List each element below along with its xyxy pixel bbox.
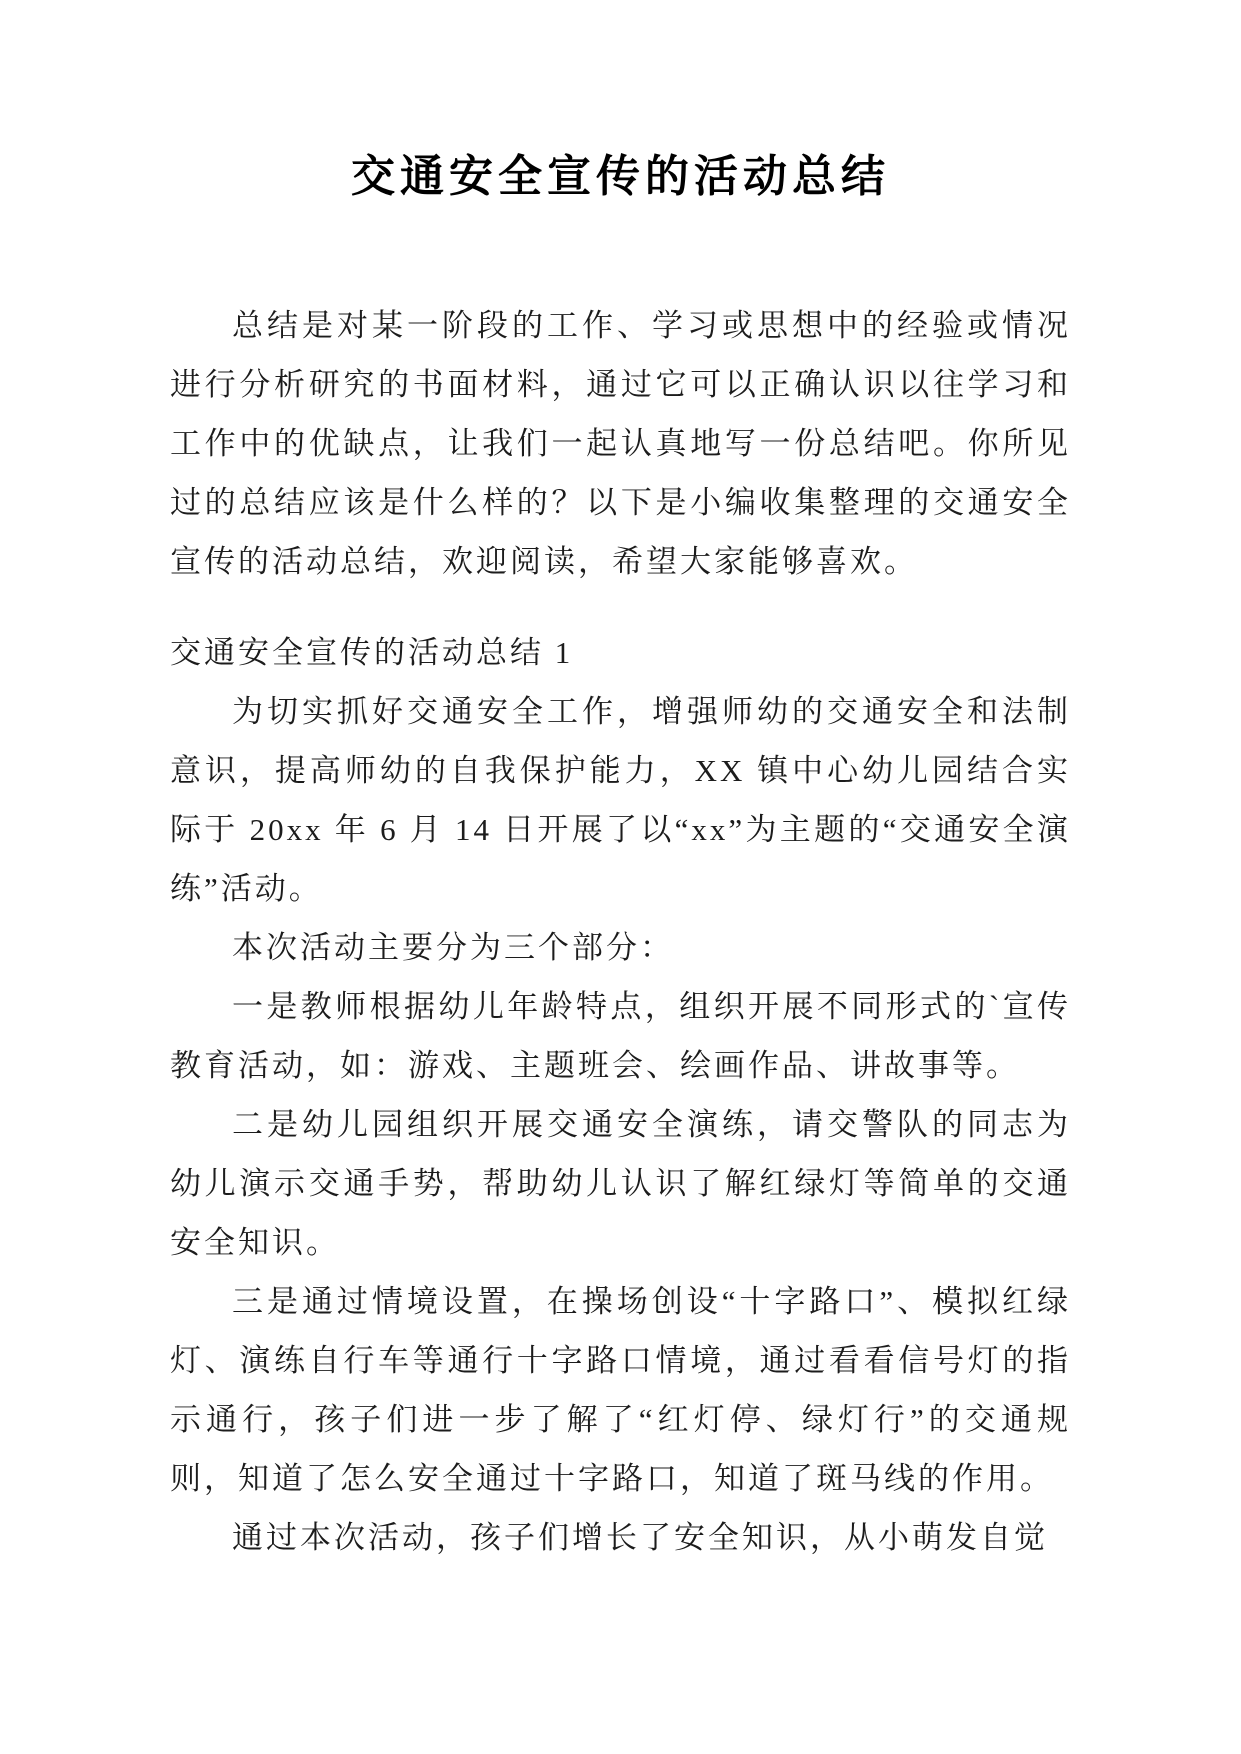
paragraph-part-two: 二是幼儿园组织开展交通安全演练，请交警队的同志为幼儿演示交通手势，帮助幼儿认识了解红绿灯等简单的交通安全知识。 [170, 1107, 1071, 1260]
paragraph-conclusion-truncated: 通过本次活动，孩子们增长了安全知识，从小萌发自觉 [232, 1520, 1048, 1555]
paragraph-activity-overview: 为切实抓好交通安全工作，增强师幼的交通安全和法制意识，提高师幼的自我保护能力，XX 镇中心幼儿园结合实际于 20xx 年 6 月 14 日开展了以“xx”为主题的“交通安全演练”活动。 [170, 694, 1071, 906]
document-title-text: 交通安全宣传的活动总结 [351, 152, 890, 201]
section-heading: 交通安全宣传的活动总结 1 [170, 635, 574, 670]
paragraph-three-parts-lead: 本次活动主要分为三个部分： [232, 930, 674, 965]
document-title [0, 0, 1241, 204]
paragraph-part-three: 三是通过情境设置，在操场创设“十字路口”、模拟红绿灯、演练自行车等通行十字路口情境，通过看看信号灯的指示通行，孩子们进一步了解了“红灯停、绿灯行”的交通规则，知道了怎么安全通过十字路口，知道了斑马线的作用。 [170, 1284, 1071, 1496]
paragraph-part-one: 一是教师根据幼儿年龄特点，组织开展不同形式的`宣传教育活动，如：游戏、主题班会、绘画作品、讲故事等。 [170, 989, 1071, 1083]
document-body [170, 296, 1071, 1567]
paragraph-intro: 总结是对某一阶段的工作、学习或思想中的经验或情况进行分析研究的书面材料，通过它可以正确认识以往学习和工作中的优缺点，让我们一起认真地写一份总结吧。你所见过的总结应该是什么样的？以下是小编收集整理的交通安全宣传的活动总结，欢迎阅读，希望大家能够喜欢。 [170, 308, 1071, 579]
